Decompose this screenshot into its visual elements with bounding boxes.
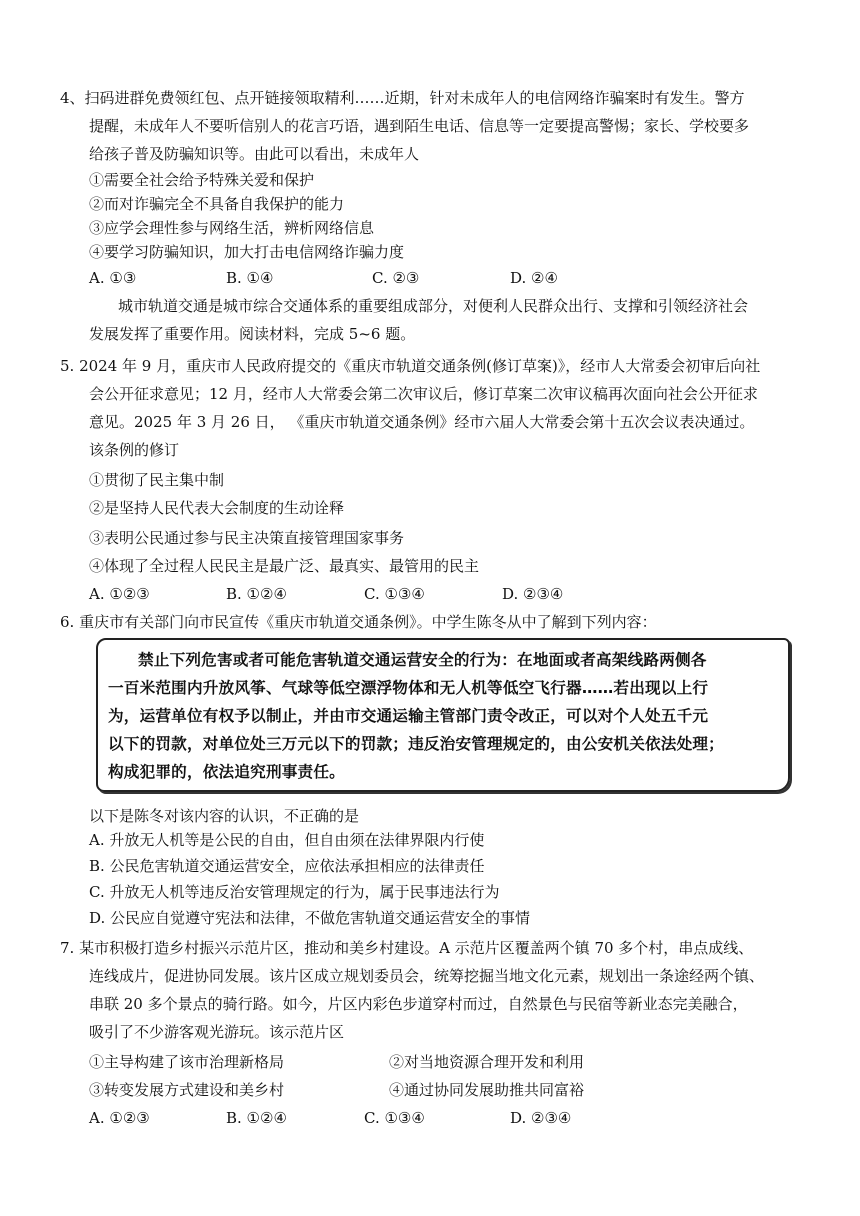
- regulation-line-5: 构成犯罪的，依法追究刑事责任。: [108, 763, 345, 781]
- q4-option-a[interactable]: A. ①③: [89, 269, 137, 287]
- q5-statement-2: ②是坚持人民代表大会制度的生动诠释: [89, 499, 345, 517]
- regulation-line-3: 为，运营单位有权予以制止，并由市交通运输主管部门责令改正，可以对个人处五千元: [108, 707, 709, 725]
- q7-statement-1: ①主导构建了该市治理新格局: [89, 1053, 285, 1071]
- q5-option-c[interactable]: C. ①③④: [364, 585, 425, 603]
- q5-statement-1: ①贯彻了民主集中制: [89, 471, 225, 489]
- q7-statement-2: ②对当地资源合理开发和利用: [389, 1053, 585, 1071]
- intro-line-1: 城市轨道交通是城市综合交通体系的重要组成部分，对便利人民群众出行、支撑和引领经济社会: [118, 297, 749, 315]
- regulation-line-4: 以下的罚款，对单位处三万元以下的罚款；违反治安管理规定的，由公安机关依法处理；: [108, 735, 724, 753]
- q4-line-2: 提醒，未成年人不要听信别人的花言巧语，遇到陌生电话、信息等一定要提高警惕；家长、学校要多: [89, 117, 750, 135]
- q7-option-a[interactable]: A. ①②③: [89, 1109, 150, 1127]
- q7-option-c[interactable]: C. ①③④: [364, 1109, 425, 1127]
- regulation-line-1: 禁止下列危害或者可能危害轨道交通运营安全的行为：在地面或者高架线路两侧各: [138, 651, 707, 669]
- q5-line-3: 意见。2025 年 3 月 26 日， 《重庆市轨道交通条例》经市六届人大常委会第十五次会议表决通过。: [89, 413, 755, 431]
- q4-option-b[interactable]: B. ①④: [226, 269, 274, 287]
- q6-line-1: 6. 重庆市有关部门向市民宣传《重庆市轨道交通条例》。中学生陈冬从中了解到下列内容：: [60, 613, 657, 631]
- q7-line-1: 7. 某市积极打造乡村振兴示范片区，推动和美乡村建设。A 示范片区覆盖两个镇 70 多个村，串点成线、: [60, 939, 754, 957]
- q5-option-a[interactable]: A. ①②③: [89, 585, 150, 603]
- q4-statement-1: ①需要全社会给予特殊关爱和保护: [89, 171, 315, 189]
- q7-statement-3: ③转变发展方式建设和美乡村: [89, 1081, 285, 1099]
- q5-line-4: 该条例的修订: [89, 441, 180, 459]
- regulation-excerpt-box: [96, 638, 790, 792]
- q6-option-b[interactable]: B. 公民危害轨道交通运营安全，应依法承担相应的法律责任: [89, 857, 485, 875]
- q4-line-1: 4、扫码进群免费领红包、点开链接领取精利……近期，针对未成年人的电信网络诈骗案时有发生。警方: [60, 89, 745, 107]
- q4-option-d[interactable]: D. ②④: [510, 269, 558, 287]
- q7-option-b[interactable]: B. ①②④: [226, 1109, 287, 1127]
- q5-statement-3: ③表明公民通过参与民主决策直接管理国家事务: [89, 529, 405, 547]
- q5-line-1: 5. 2024 年 9 月，重庆市人民政府提交的《重庆市轨道交通条例(修订草案)》，经市人大常委会初审后向社: [60, 357, 761, 375]
- q5-statement-4: ④体现了全过程人民民主是最广泛、最真实、最管用的民主: [89, 557, 480, 575]
- q4-statement-2: ②而对诈骗完全不具备自我保护的能力: [89, 195, 345, 213]
- q7-option-d[interactable]: D. ②③④: [510, 1109, 572, 1127]
- q4-line-3: 给孩子普及防骗知识等。由此可以看出，未成年人: [89, 145, 420, 163]
- q4-statement-3: ③应学会理性参与网络生活，辨析网络信息: [89, 219, 375, 237]
- intro-line-2: 发展发挥了重要作用。阅读材料，完成 5~6 题。: [89, 325, 416, 343]
- q5-option-b[interactable]: B. ①②④: [226, 585, 287, 603]
- q4-statement-4: ④要学习防骗知识，加大打击电信网络诈骗力度: [89, 243, 405, 261]
- q7-line-3: 串联 20 多个景点的骑行路。如今，片区内彩色步道穿村而过，自然景色与民宿等新业态完美融合，: [89, 995, 748, 1013]
- q6-option-c[interactable]: C. 升放无人机等违反治安管理规定的行为，属于民事违法行为: [89, 883, 500, 901]
- q6-stem: 以下是陈冬对该内容的认识，不正确的是: [89, 807, 360, 825]
- q7-statement-4: ④通过协同发展助推共同富裕: [389, 1081, 585, 1099]
- q7-line-4: 吸引了不少游客观光游玩。该示范片区: [89, 1023, 345, 1041]
- q5-line-2: 会公开征求意见；12 月，经市人大常委会第二次审议后，修订草案二次审议稿再次面向社会公开征求: [89, 385, 758, 403]
- regulation-line-2: 一百米范围内升放风筝、气球等低空漂浮物体和无人机等低空飞行器……若出现以上行: [108, 679, 709, 697]
- q7-line-2: 连线成片，促进协同发展。该片区成立规划委员会，统筹挖掘当地文化元素，规划出一条途经两个镇、: [89, 967, 765, 985]
- q4-option-c[interactable]: C. ②③: [372, 269, 420, 287]
- q6-option-a[interactable]: A. 升放无人机等是公民的自由，但自由须在法律界限内行使: [89, 831, 485, 849]
- q6-option-d[interactable]: D. 公民应自觉遵守宪法和法律，不做危害轨道交通运营安全的事情: [89, 909, 531, 927]
- q5-option-d[interactable]: D. ②③④: [502, 585, 564, 603]
